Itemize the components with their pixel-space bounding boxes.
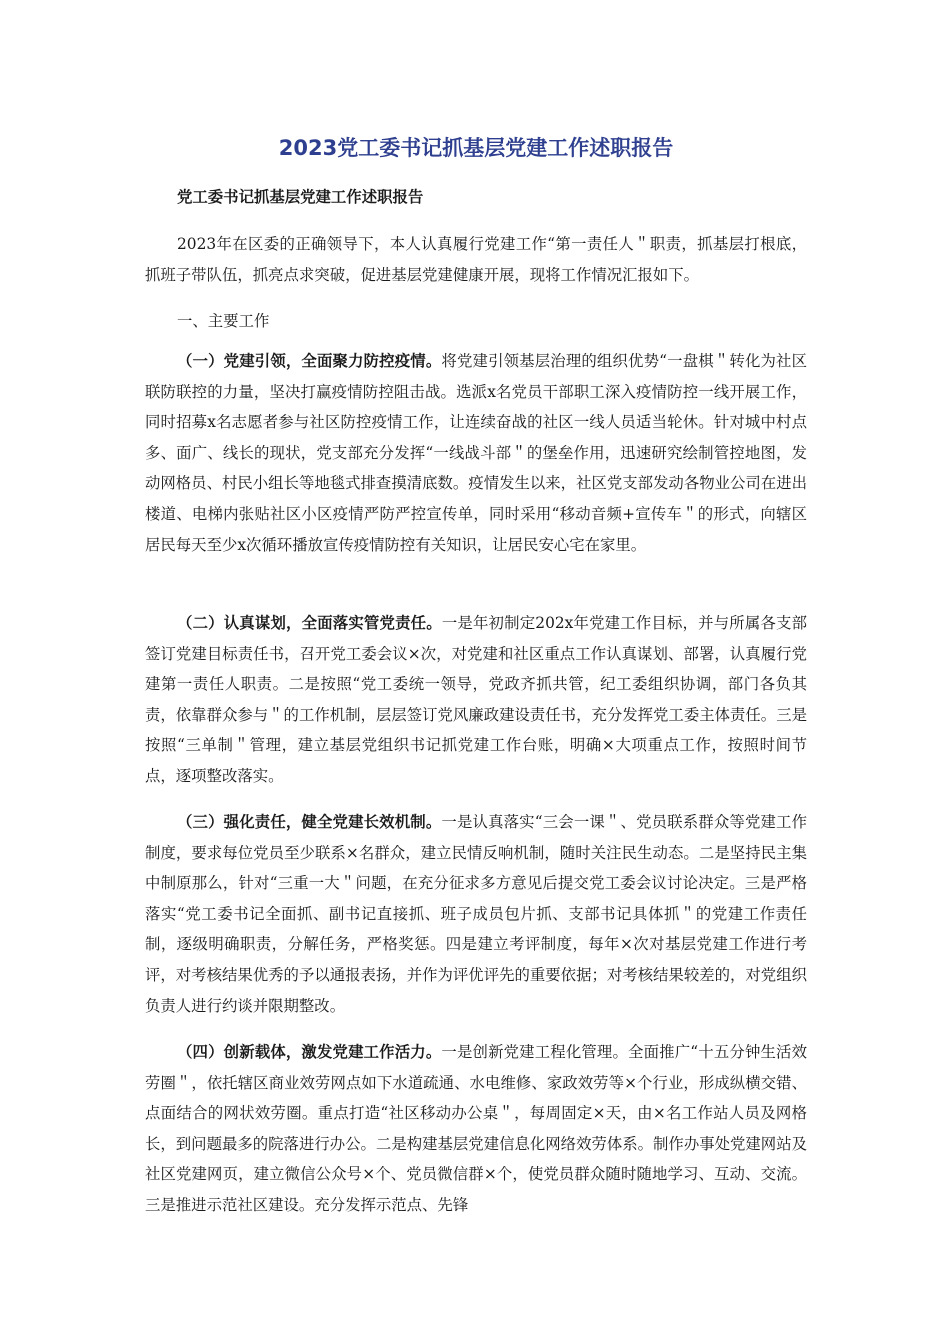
section-body-4: 一是创新党建工程化管理。全面推广“十五分钟生活效劳圈＂，依托辖区商业效劳网点如下水道疏通、水电维修、家政效劳等×个行业，形成纵横交错、点面结合的网状效劳圈。重点打造“社区移动办公桌＂，每周固定×天，由×名工作站人员及网格长，到问题最多的院落进行办公。二是构建基层党建信息化网络效劳体系。制作办事处党建网站及社区党建网页，建立微信公众号×个、党员微信群×个，使党员群众随时随地学习、互动、交流。三是推进示范社区建设。充分发挥示范点、先锋 <box>145 1043 807 1214</box>
section-body-1: 将党建引领基层治理的组织优势“一盘棋＂转化为社区联防联控的力量，坚决打赢疫情防控阻击战。选派x名党员干部职工深入疫情防控一线开展工作，同时招募x名志愿者参与社区防控疫情工作，让连续奋战的社区一线人员适当轮休。针对城中村点多、面广、线长的现状，党支部充分发挥“一线战斗部＂的堡垒作用，迅速研究绘制管控地图，发动网格员、村民小组长等地毯式排查摸清底数。疫情发生以来，社区党支部发动各物业公司在进出楼道、电梯内张贴社区小区疫情严防严控宣传单，同时采用“移动音频+宣传车＂的形式，向辖区居民每天至少x次循环播放宣传疫情防控有关知识，让居民安心宅在家里。 <box>145 352 807 554</box>
intro-paragraph: 2023年在区委的正确领导下，本人认真履行党建工作“第一责任人＂职责，抓基层打根底，抓班子带队伍，抓亮点求突破，促进基层党建健康开展，现将工作情况汇报如下。 <box>145 235 807 284</box>
section-body-2: 一是年初制定202x年党建工作目标，并与所属各支部签订党建目标责任书，召开党工委会议×次，对党建和社区重点工作认真谋划、部署，认真履行党建第一责任人职责。二是按照“党工委统一领导，党政齐抓共管，纪工委组织协调，部门各负其责，依靠群众参与＂的工作机制，层层签订党风廉政建设责任书，充分发挥党工委主体责任。三是按照“三单制＂管理，建立基层党组织书记抓党建工作台账，明确×大项重点工作，按照时间节点，逐项整改落实。 <box>145 614 807 785</box>
section-paragraph-4 <box>145 1037 807 1221</box>
section-lead-3: （三）强化责任，健全党建长效机制。 <box>177 813 442 831</box>
section-heading: 一、主要工作 <box>177 312 270 330</box>
document-title: 2023党工委书记抓基层党建工作述职报告 <box>278 136 674 160</box>
section-lead-4: （四）创新载体，激发党建工作活力。 <box>177 1043 442 1061</box>
document-subtitle: 党工委书记抓基层党建工作述职报告 <box>177 188 424 206</box>
section-paragraph-2 <box>145 608 807 792</box>
section-paragraph-3 <box>145 807 807 1021</box>
section-body-3: 一是认真落实“三会一课＂、党员联系群众等党建工作制度，要求每位党员至少联系×名群众，建立民情反响机制，随时关注民生动态。二是坚持民主集中制原那么，针对“三重一大＂问题，在充分征求多方意见后提交党工委会议讨论决定。三是严格落实“党工委书记全面抓、副书记直接抓、班子成员包片抓、支部书记具体抓＂的党建工作责任制，逐级明确职责，分解任务，严格奖惩。四是建立考评制度，每年×次对基层党建工作进行考评，对考核结果优秀的予以通报表扬，并作为评优评先的重要依据；对考核结果较差的，对党组织负责人进行约谈并限期整改。 <box>145 813 807 1015</box>
section-lead-2: （二）认真谋划，全面落实管党责任。 <box>177 614 442 632</box>
section-paragraph-1 <box>145 346 807 560</box>
section-lead-1: （一）党建引领，全面聚力防控疫情。 <box>177 352 442 370</box>
